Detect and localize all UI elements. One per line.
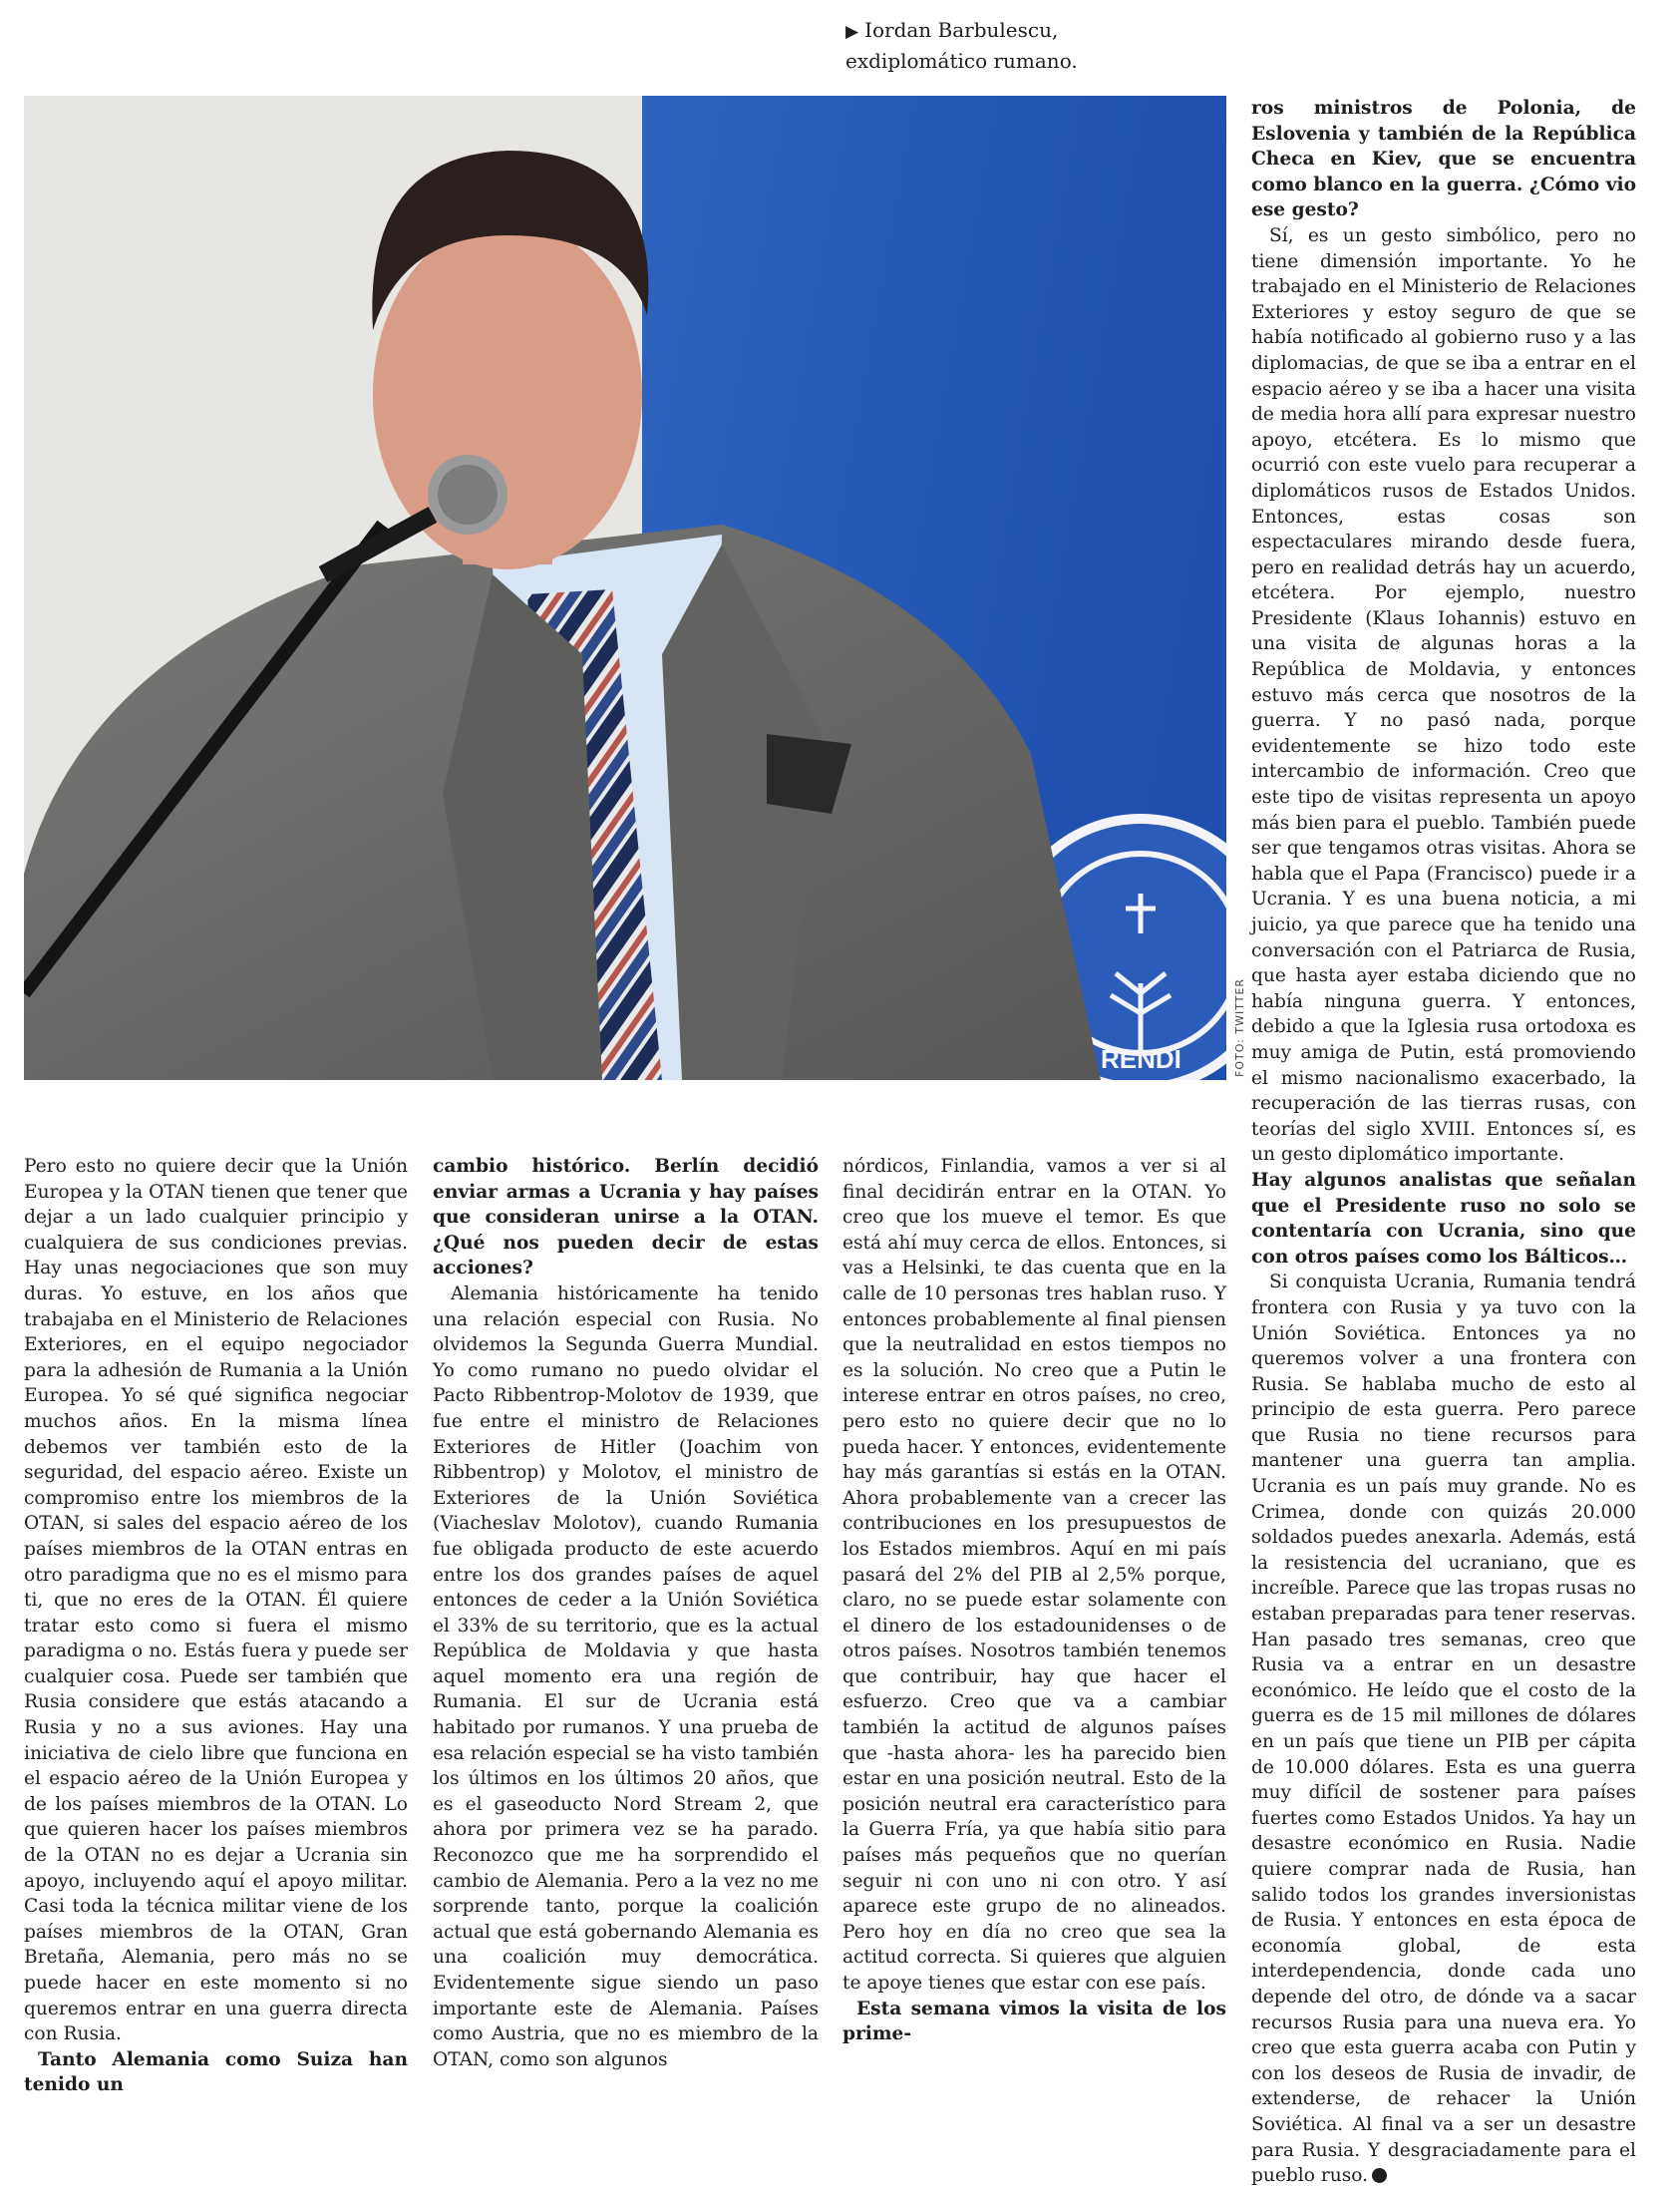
interview-question: Tanto Alemania como Suiza han tenido un: [24, 2048, 408, 2096]
interview-question: cambio histórico. Berlín decidió enviar armas a Ucrania y hay países que consideran unirse a la OTAN. ¿Qué nos pueden decir de estas acciones?: [433, 1156, 819, 1279]
photo-credit: FOTO: TWITTER: [1233, 977, 1246, 1077]
svg-text:RENDI: RENDI: [1101, 1044, 1181, 1074]
interview-question: ros ministros de Polonia, de Eslovenia y también de la República Checa en Kiev, que se encuentra como blanco en la guerra. ¿Cómo vio ese gesto?: [1251, 98, 1636, 221]
article-column-4: [1251, 96, 1636, 2189]
end-of-article-icon: [1372, 2168, 1387, 2183]
caption-marker-icon: ▶: [845, 22, 859, 42]
paragraph: nórdicos, Finlandia, vamos a ver si al final decidirán entrar en la OTAN. Yo creo que los mueve el temor. Es que está ahí muy cerca de ellos. Entonces, si vas a Helsinki, te das cuenta que en la calle de 10 personas tres hablan ruso. Y entonces probablemente al final piensen que la neutralidad en estos tiempos no es la solución. No creo que a Putin le interese entrar en otros países, no creo, pero esto no quiere decir que no lo pueda hacer. Y entonces, evidentemente hay más garantías si estás en la OTAN. Ahora probablemente van a crecer las contribuciones en los presupuestos de los Estados miembros. Aquí en mi país pasará del 2% del PIB al 2,5% porque, claro, no se puede estar solamente con el dinero de los estadounidenses o de otros países. Nosotros también tenemos que contribuir, hay que hacer el esfuerzo. Creo que va a cambiar también la actitud de algunos países que -hasta ahora- les ha parecido bien estar en una posición neutral. Esto de la posición neutral era característico para la Guerra Fría, ya que había sitio para países más pequeños que no querían seguir ni con uno ni con otro. Y así aparece este grupo de no alineados. Pero hoy en día no creo que sea la actitud correcta. Si quieres que alguien te apoye tienes que estar con ese país.: [842, 1156, 1226, 1994]
paragraph-final: [1251, 1270, 1636, 2188]
interview-question: Hay algunos analistas que señalan que el Presidente ruso no solo se contentaría con Ucrania, sino que con otros países como los Bálticos…: [1251, 1169, 1636, 1268]
article-column-1: [24, 1154, 408, 2098]
paragraph: Si conquista Ucrania, Rumania tendrá frontera con Rusia y ya tuvo con la Unión Soviética. Entonces ya no queremos volver a una frontera con Rusia. Se hablaba mucho de esto al principio de esta guerra. Pero parece que Rusia no tiene recursos para mantener una guerra tan amplia. Ucrania es un país muy grande. No es Crimea, donde con quizás 20.000 soldados puedes anexarla. Además, está la resistencia del ucraniano, que es increíble. Parece que las tropas rusas no estaban preparadas para tener reservas. Han pasado tres semanas, creo que Rusia va a entrar en un desastre económico. He leído que el costo de la guerra es de 15 mil millones de dólares en un país que tiene un PIB per cápita de 10.000 dólares. Esta es una guerra muy difícil de sostener para países fuertes como Estados Unidos. Ya hay un desastre económico en Rusia. Nadie quiere comprar nada de Rusia, han salido todos los grandes inversionistas de Rusia. Y entonces en esta época de economía global, de esta interdependencia, donde cada uno depende del otro, de dónde va a sacar recursos Rusia para una nueva era. Yo creo que esta guerra acaba con Putin y con los deseos de Rusia de invadir, de extenderse, de rehacer la Unión Soviética. Al final va a ser un desastre para Rusia. Y desgraciadamente para el pueblo ruso.: [1251, 1272, 1636, 2187]
caption-text: Iordan Barbulescu, exdiplomático rumano.: [845, 18, 1078, 73]
article-column-3: [842, 1154, 1226, 2047]
interview-question: Esta semana vimos la visita de los prime-: [842, 1998, 1226, 2045]
article-photo: [24, 96, 1226, 1080]
paragraph: Sí, es un gesto simbólico, pero no tiene dimensión importante. Yo he trabajado en el Ministerio de Relaciones Exteriores y estoy seguro de que se había notificado al gobierno ruso y a las diplomacias, de que se iba a entrar en el espacio aéreo y se iba a hacer una visita de media hora allí para expresar nuestro apoyo, etcétera. Es lo mismo que ocurrió con este vuelo para recuperar a diplomáticos rusos de Estados Unidos. Entonces, estas cosas son espectaculares mirando desde fuera, pero en realidad detrás hay un acuerdo, etcétera. Por ejemplo, nuestro Presidente (Klaus Iohannis) estuvo en una visita de algunas horas a la República de Moldavia, y entonces estuvo más cerca que nosotros de la guerra. Y no pasó nada, porque evidentemente se hizo todo este intercambio de información. Creo que este tipo de visitas representa un apoyo más bien para el pueblo. También puede ser que tengamos otras visitas. Ahora se habla que el Papa (Francisco) puede ir a Ucrania. Y es una buena noticia, a mi juicio, ya que parece que ha tenido una conversación con el Patriarca de Rusia, que hasta ayer estaba diciendo que no había ninguna guerra. Y entonces, debido a que la Iglesia rusa ortodoxa es muy amiga de Putin, está promoviendo el mismo nacionalismo exacerbado, la recuperación de las tierras rusas, con teorías del siglo XVIII. Entonces sí, es un gesto diplomático importante.: [1251, 224, 1636, 1166]
paragraph: Alemania históricamente ha tenido una relación especial con Rusia. No olvidemos la Segunda Guerra Mundial. Yo como rumano no puedo olvidar el Pacto Ribbentrop-Molotov de 1939, que fue entre el ministro de Relaciones Exteriores de Hitler (Joachim von Ribbentrop) y Molotov, el ministro de Exteriores de la Unión Soviética (Viacheslav Molotov), cuando Rumania fue obligada producto de este acuerdo entre los dos grandes países de aquel entonces de ceder a la Unión Soviética el 33% de su territorio, que es la actual República de Moldavia y que hasta aquel momento era una región de Rumania. El sur de Ucrania está habitado por rumanos. Y una prueba de esa relación especial se ha visto también los últimos en los últimos 20 años, que es el gaseoducto Nord Stream 2, que ahora por primera vez se ha parado. Reconozco que me ha sorprendido el cambio de Alemania. Pero a la vez no me sorprende tanto, porque la coalición actual que está gobernando Alemania es una coalición muy democrática. Evidentemente sigue siendo un paso importante este de Alemania. Países como Austria, que no es miembro de la OTAN, como son algunos: [433, 1282, 819, 2070]
photo-caption: [845, 16, 1175, 76]
paragraph: Pero esto no quiere decir que la Unión Europea y la OTAN tienen que tener que dejar a un lado cualquier principio y cualquiera de sus condiciones previas. Hay unas negociaciones que son muy duras. Yo estuve, en los años que trabajaba en el Ministerio de Relaciones Exteriores, en el equipo negociador para la adhesión de Rumania a la Unión Europea. Yo sé qué significa negociar muchos años. En la misma línea debemos ver también esto de la seguridad, del espacio aéreo. Existe un compromiso entre los miembros de la OTAN, si sales del espacio aéreo de los países miembros de la OTAN entras en otro paradigma que no es el mismo para ti, que no eres de la OTAN. Él quiere tratar esto como si fuera el mismo paradigma o no. Estás fuera y puede ser cualquier cosa. Puede ser también que Rusia considere que estás atacando a Rusia y no a sus aviones. Hay una iniciativa de cielo libre que funciona en el espacio aéreo de la Unión Europea y de los países miembros de la OTAN. Lo que quieren hacer los países miembros de la OTAN no es dejar a Ucrania sin apoyo, incluyendo aquí el apoyo militar. Casi toda la técnica militar viene de los países miembros de la OTAN, Gran Bretaña, Alemania, pero más no se puede hacer en este momento si no queremos entrar en una guerra directa con Rusia.: [24, 1156, 408, 2045]
article-column-2: [433, 1154, 819, 2072]
